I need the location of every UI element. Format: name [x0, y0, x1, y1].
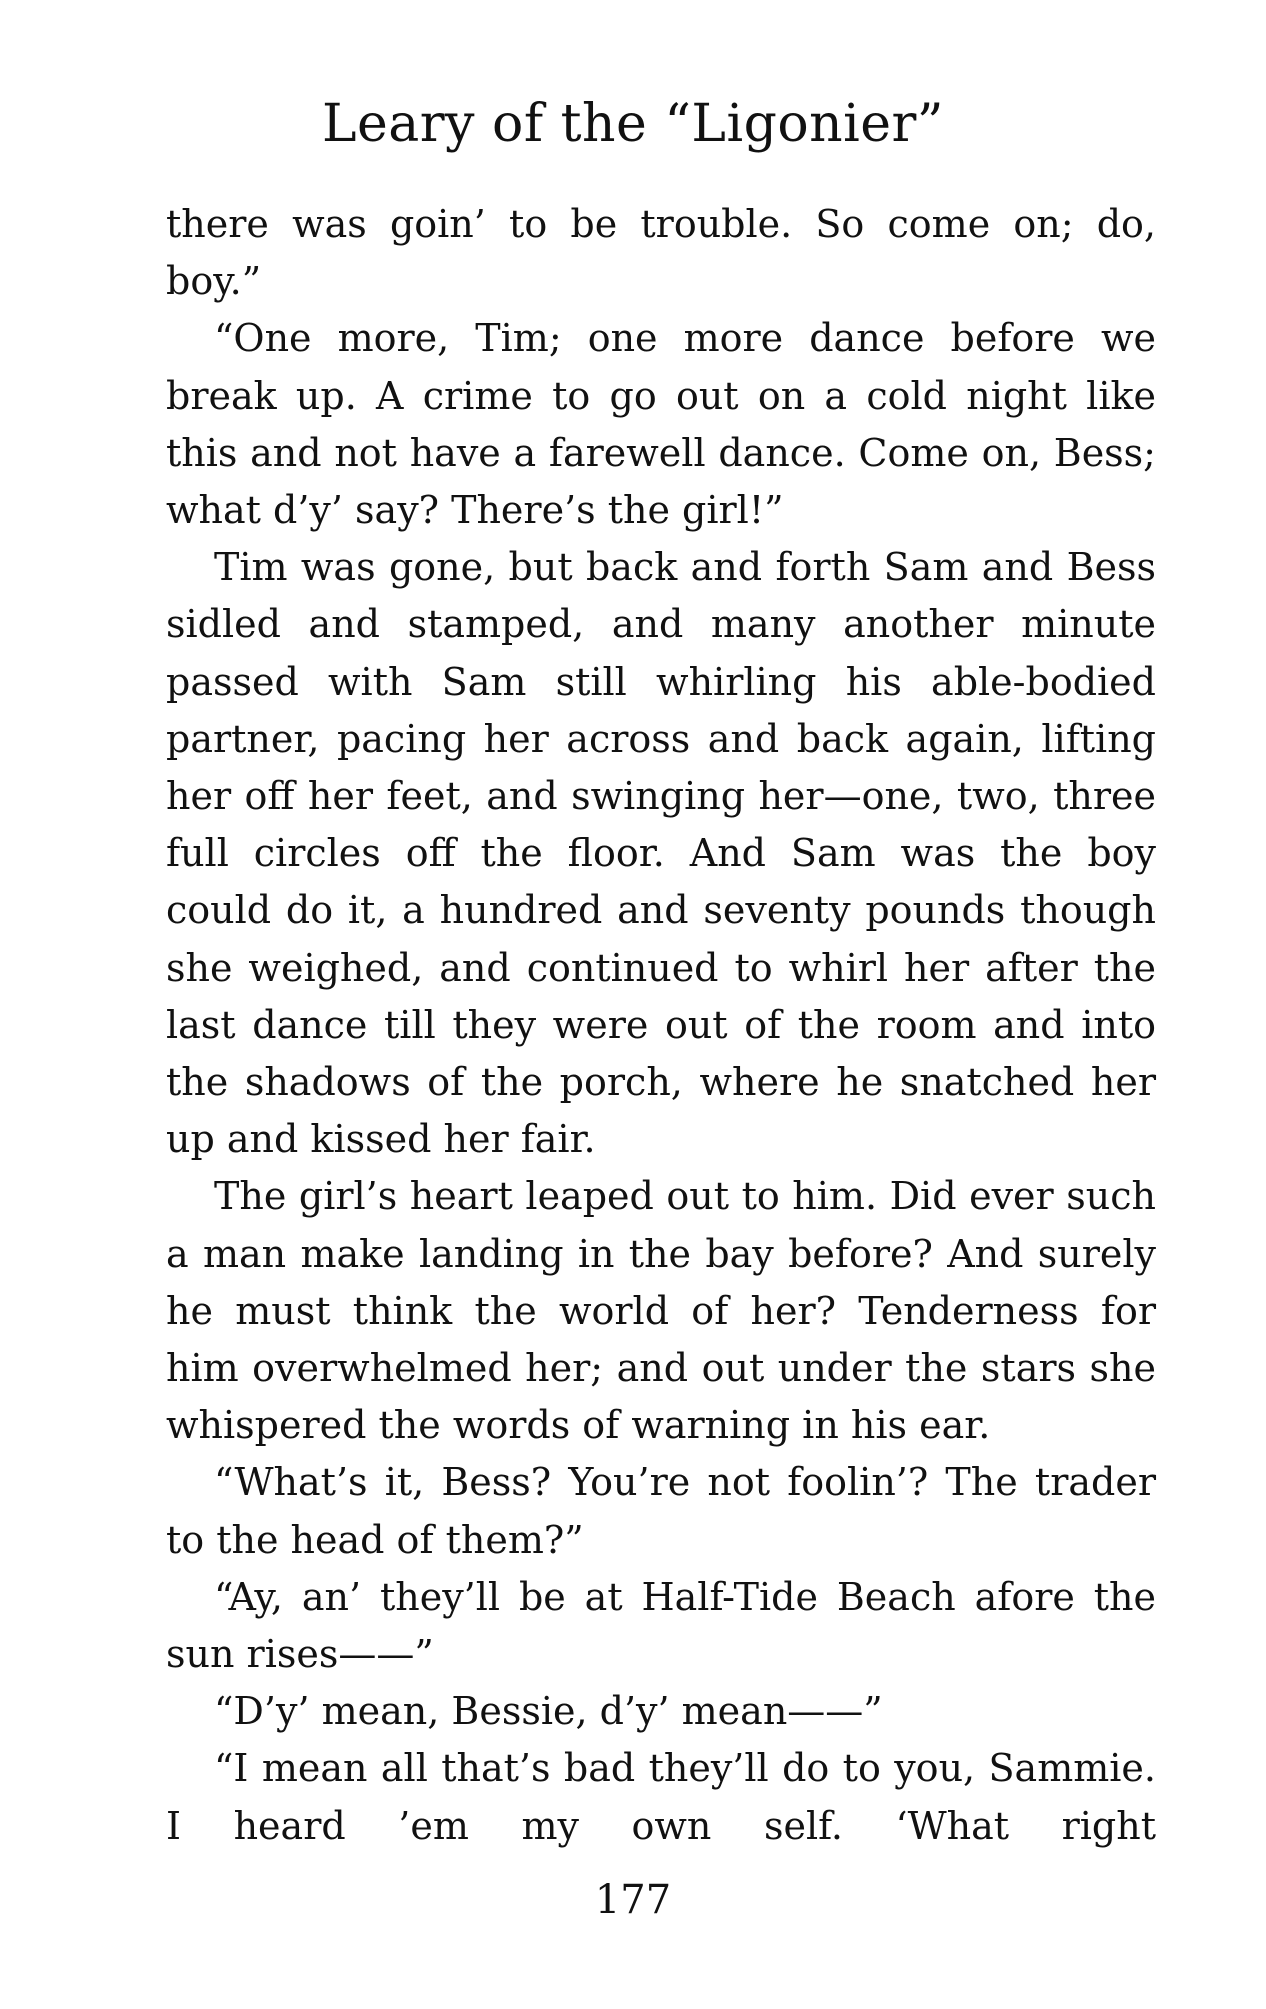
running-head: Leary of the “Ligonier” [321, 94, 945, 154]
paragraph-1: there was goin’ to be trouble. So come on; do, boy.” [166, 202, 1156, 304]
body-text [166, 196, 1156, 1855]
page-number: 177 [594, 1877, 672, 1923]
paragraph-2: “One more, Tim; one more dance before we break up. A crime to go out on a cold night like this and not have a farewell dance. Come on, Bess; what d’y’ say? There’s the girl!” [166, 316, 1156, 533]
paragraph-8: “I mean all that’s bad they’ll do to you, Sammie. I heard ’em my own self. ‘What right [166, 1746, 1156, 1848]
paragraph-5: “What’s it, Bess? You’re not foolin’? The trader to the head of them?” [166, 1460, 1156, 1562]
paragraph-3: Tim was gone, but back and forth Sam and Bess sidled and stamped, and many another minute passed with Sam still whirling his able-bodied partner, pacing her across and back again, lifting her off her feet, and swinging her—one, two, three full circles off the floor. And Sam was the boy could do it, a hundred and seventy pounds though she weighed, and continued to whirl her after the last dance till they were out of the room and into the shadows of the porch, where he snatched her up and kissed her fair. [166, 545, 1156, 1162]
paragraph-6: “Ay, an’ they’ll be at Half-Tide Beach afore the sun rises——” [166, 1574, 1156, 1677]
paragraph-4: The girl’s heart leaped out to him. Did ever such a man make landing in the bay before? And surely he must think the world of her? Tenderness for him overwhelmed her; and out under the stars she whispered the words of warning in his ear. [166, 1174, 1156, 1448]
paragraph-7: “D’y’ mean, Bessie, d’y’ mean——” [214, 1689, 883, 1734]
